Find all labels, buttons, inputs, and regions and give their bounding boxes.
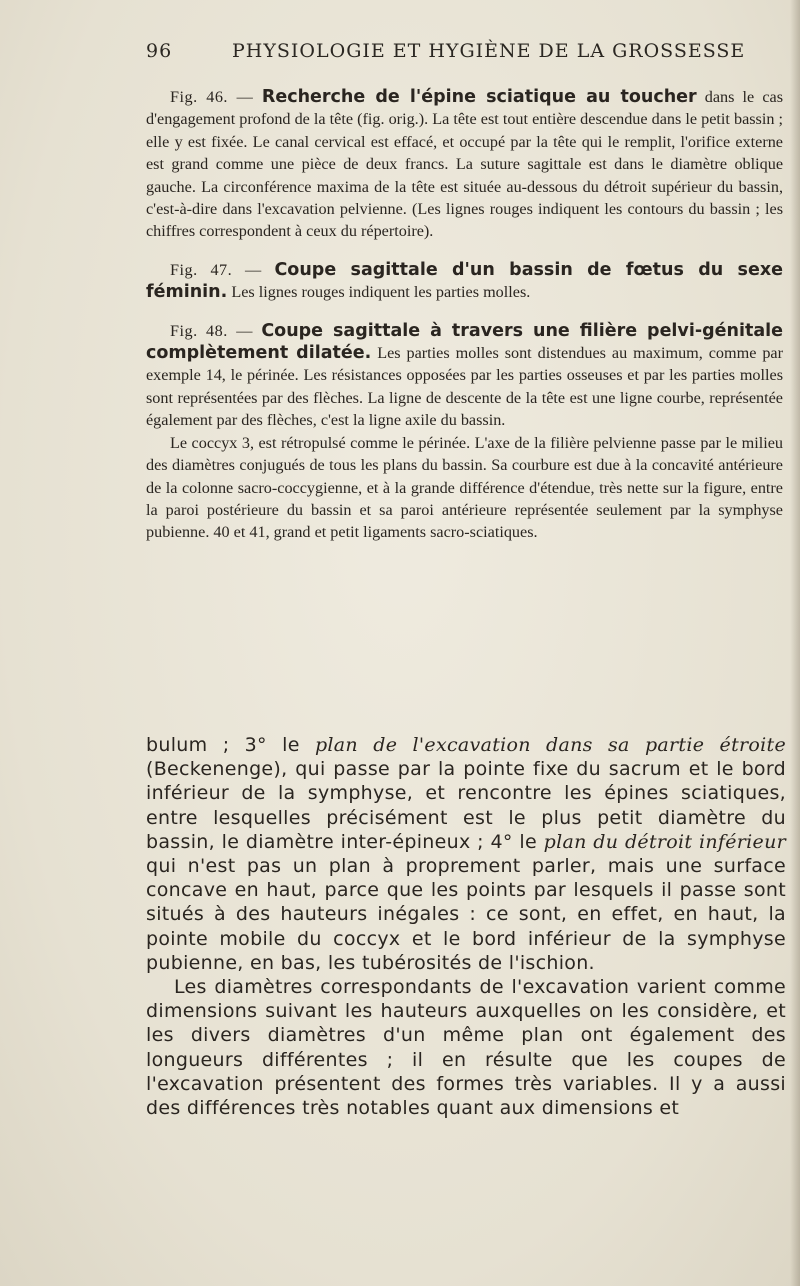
figure-label: Fig. 48. —: [170, 321, 262, 340]
body-text: [146, 733, 786, 1120]
caption-title: Coupe sagittale d'un bassin de fœtus du sexe féminin.: [146, 259, 783, 303]
italic-term: plan de l'excavation dans sa partie étroite: [314, 734, 787, 756]
running-header: [146, 40, 746, 68]
caption-fig-47: [146, 259, 783, 304]
figure-label: Fig. 46. —: [170, 88, 262, 106]
page-number: 96: [146, 40, 173, 62]
caption-fig-48: [146, 320, 783, 432]
body-text-run: bulum ; 3° le: [146, 734, 315, 756]
caption-fig-48-continuation: Le coccyx 3, est rétropulsé comme le périnée. L'axe de la filière pelvienne passe par le milieu des diamètres conjugués de tous les plans du bassin. Sa courbure est due à la concavité antérieure de la colonne sacro-coccygienne, et à la grande différence d'étendue, très nette sur la figure, entre la paroi postérieure du bassin et sa paroi antérieure représentée seulement par la symphyse pubienne. 40 et 41, grand et petit ligaments sacro-sciatiques.: [146, 433, 783, 542]
figure-captions: [146, 86, 783, 544]
italic-term: plan du détroit inférieur: [543, 830, 786, 853]
caption-text: Les lignes rouges indiquent les parties molles.: [227, 283, 531, 302]
body-text-run: (Beckenenge), qui passe par la pointe fixe du sacrum et le bord inférieur de la symphyse, et rencontre les épines sciatiques, entre lesquelles précisément est le plus petit diamètre du bassin, le diamètre inter-épineux ; 4° le: [146, 758, 786, 853]
running-title: PHYSIOLOGIE ET HYGIÈNE DE LA GROSSESSE: [232, 40, 746, 62]
figure-label: Fig. 47. —: [170, 260, 275, 279]
caption-title: Coupe sagittale à travers une filière pelvi-génitale complètement dilatée.: [146, 320, 783, 364]
body-text-run: qui n'est pas un plan à proprement parler, mais une surface concave en haut, parce que les points par lesquels il passe sont situés à des hauteurs inégales : ce sont, en effet, en haut, la pointe mobile du coccyx et le bord inférieur de la symphyse pubienne, en bas, les tubérosités de l'ischion.: [146, 855, 786, 974]
caption-text: Les parties molles sont distendues au maximum, comme par exemple 14, le périnée. Les résistances opposées par les parties osseuses et par les parties molles sont représentées par des flèches. La ligne de descente de la tête est une ligne courbe, représentée également par des flèches, c'est la ligne axile du bassin.: [146, 344, 783, 430]
body-paragraph-2: Les diamètres correspondants de l'excavation varient comme dimensions suivant les hauteurs auxquelles on les considère, et les divers diamètres d'un même plan ont également des longueurs différentes ; il en résulte que les coupes de l'excavation présentent des formes très variables. Il y a aussi des différences très notables quant aux dimensions et: [146, 976, 786, 1120]
body-paragraph-1: [146, 733, 786, 975]
caption-title: Recherche de l'épine sciatique au toucher: [261, 87, 697, 107]
caption-fig-46: [146, 86, 783, 243]
caption-text: dans le cas d'engagement profond de la tête (fig. orig.). La tête est tout entière descendue dans le petit bassin ; elle y est fixée. Le canal cervical est effacé, et occupé par la tête qui le remplit, l'orifice externe est grand comme une pièce de deux francs. La suture sagittale est dans le diamètre oblique gauche. La circonférence maxima de la tête est située au-dessous du détroit supérieur du bassin, c'est-à-dire dans l'excavation pelvienne. (Les lignes rouges indiquent les contours du bassin ; les chiffres correspondent à ceux du répertoire).: [146, 88, 783, 241]
page-edge-shadow: [790, 0, 800, 1286]
